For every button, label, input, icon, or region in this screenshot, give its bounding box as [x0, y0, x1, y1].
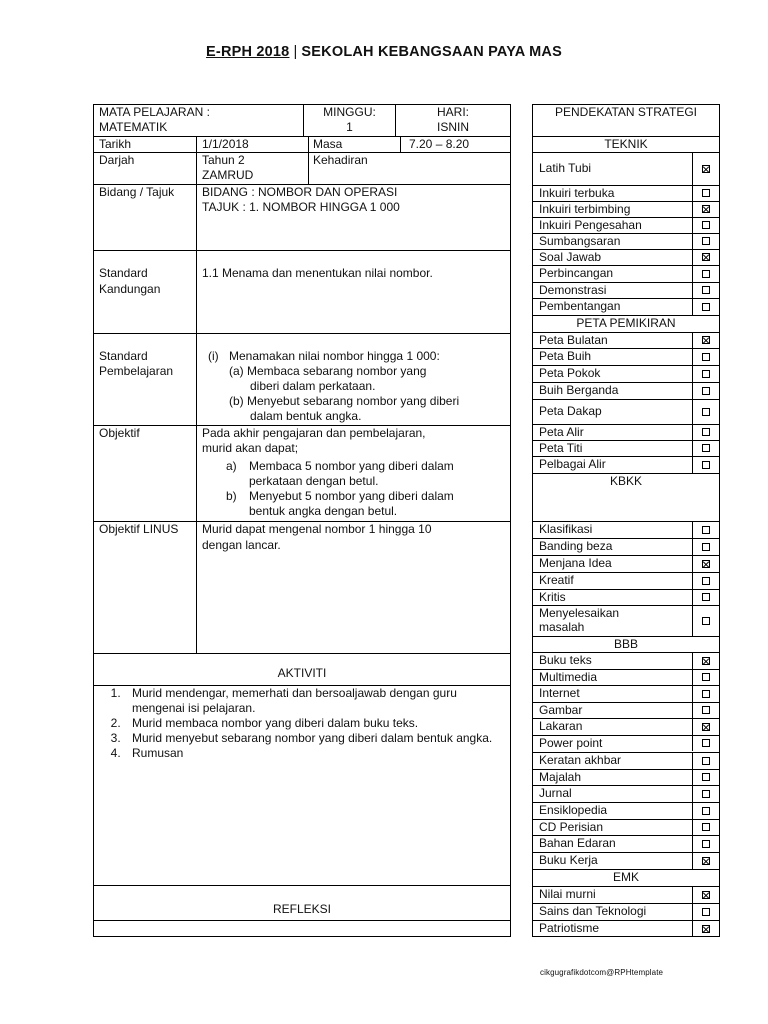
page-title [0, 44, 768, 60]
strategy-heading: PENDEKATAN STRATEGI [554, 105, 698, 119]
learning-standard-label-2: Pembelajaran [99, 364, 174, 378]
option-label: Banding beza [539, 539, 613, 553]
option-label: Lakaran [539, 719, 583, 733]
checkbox[interactable] [702, 857, 710, 865]
objective-intro-2: murid akan dapat; [202, 441, 299, 455]
time-label: Masa [313, 137, 343, 151]
time-value: 7.20 – 8.20 [409, 137, 470, 151]
option-label: Kritis [539, 590, 566, 604]
learning-standard-b-cont: dalam bentuk angka. [250, 409, 362, 423]
option-label: Buku teks [539, 653, 592, 667]
checkbox[interactable] [702, 205, 710, 213]
option-label: Soal Jawab [539, 250, 602, 264]
checkbox[interactable] [702, 270, 710, 278]
school-name: SEKOLAH KEBANGSAAN PAYA MAS [301, 44, 562, 60]
checkbox[interactable] [702, 543, 710, 551]
option-label: Peta Dakap [539, 404, 602, 418]
subject-label: MATA PELAJARAN : [99, 105, 210, 119]
activity-heading: AKTIVITI [277, 666, 327, 680]
objective-a-num: a) [226, 459, 237, 473]
learning-standard-a: (a) Membaca sebarang nombor yang [229, 364, 427, 378]
section-heading: EMK [612, 870, 639, 884]
class-value-name: ZAMRUD [202, 168, 254, 182]
option-label: Inkuiri terbimbing [539, 202, 631, 216]
option-label: CD Perisian [539, 820, 604, 834]
checkbox[interactable] [702, 790, 710, 798]
option-label: Peta Titi [539, 441, 583, 455]
option-label: Klasifikasi [539, 522, 593, 536]
option-label: Buih Berganda [539, 383, 619, 397]
checkbox[interactable] [702, 840, 710, 848]
checkbox[interactable] [702, 757, 710, 765]
checkbox[interactable] [702, 189, 710, 197]
option-label: Latih Tubi [539, 161, 592, 175]
class-value-year: Tahun 2 [202, 153, 245, 167]
option-label: Peta Bulatan [539, 333, 608, 347]
objective-b-cont: bentuk angka dengan betul. [249, 504, 398, 518]
checkbox[interactable] [702, 353, 710, 361]
option-label: Buku Kerja [539, 853, 598, 867]
topic-field: BIDANG : NOMBOR DAN OPERASI [202, 185, 398, 199]
checkbox[interactable] [702, 560, 710, 568]
objective-intro: Pada akhir pengajaran dan pembelajaran, [202, 426, 426, 440]
option-label: masalah [539, 620, 585, 634]
checkbox[interactable] [702, 891, 710, 899]
objective-a: Membaca 5 nombor yang diberi dalam [249, 459, 454, 473]
option-label: Menyelesaikan [539, 606, 620, 620]
option-label: Inkuiri terbuka [539, 186, 615, 200]
checkbox[interactable] [702, 461, 710, 469]
option-label: Keratan akhbar [539, 753, 622, 767]
objective-a-cont: perkataan dengan betul. [249, 474, 379, 488]
option-label: Multimedia [539, 670, 598, 684]
section-heading: PETA PEMIKIRAN [576, 316, 676, 330]
option-label: Perbincangan [539, 266, 614, 280]
option-label: Power point [539, 736, 603, 750]
checkbox[interactable] [702, 577, 710, 585]
activity-item: 2. Murid membaca nombor yang diberi dalam buku teks. [124, 716, 494, 731]
date-value: 1/1/2018 [202, 137, 249, 151]
checkbox[interactable] [702, 739, 710, 747]
checkbox[interactable] [702, 165, 710, 173]
checkbox[interactable] [702, 925, 710, 933]
footer-credit: cikgugrafikdotcom@RPHtemplate [540, 968, 664, 977]
activity-item: 3. Murid menyebut sebarang nombor yang diberi dalam bentuk angka. [124, 731, 494, 746]
activity-list [94, 686, 494, 761]
objective-b: Menyebut 5 nombor yang diberi dalam [249, 489, 454, 503]
checkbox[interactable] [702, 593, 710, 601]
activity-item: 4. Rumusan [124, 746, 494, 761]
date-label: Tarikh [99, 137, 132, 151]
checkbox[interactable] [702, 807, 710, 815]
option-label: Jurnal [539, 786, 572, 800]
checkbox[interactable] [702, 221, 710, 229]
checkbox[interactable] [702, 387, 710, 395]
reflection-heading: REFLEKSI [272, 902, 332, 916]
checkbox[interactable] [702, 370, 710, 378]
checkbox[interactable] [702, 444, 710, 452]
option-label: Menjana Idea [539, 556, 612, 570]
option-label: Pembentangan [539, 299, 621, 313]
checkbox[interactable] [702, 526, 710, 534]
checkbox[interactable] [702, 773, 710, 781]
linus-value: Murid dapat mengenal nombor 1 hingga 10 [202, 522, 432, 536]
section-heading: TEKNIK [604, 137, 648, 151]
learning-standard-label: Standard [99, 349, 148, 363]
subject-value: MATEMATIK [99, 120, 168, 134]
option-label: Internet [539, 686, 580, 700]
checkbox[interactable] [702, 723, 710, 731]
learning-standard-num: (i) [208, 349, 219, 363]
option-label: Majalah [539, 770, 582, 784]
content-standard-value: 1.1 Menama dan menentukan nilai nombor. [202, 266, 433, 280]
option-label: Pelbagai Alir [539, 457, 606, 471]
learning-standard-a-cont: diberi dalam perkataan. [250, 379, 376, 393]
option-label: Bahan Edaran [539, 836, 616, 850]
checkbox[interactable] [702, 408, 710, 416]
checkbox[interactable] [702, 336, 710, 344]
linus-value-2: dengan lancar. [202, 538, 281, 552]
option-label: Ensiklopedia [539, 803, 608, 817]
section-heading: BBB [613, 637, 638, 651]
checkbox[interactable] [702, 823, 710, 831]
content-standard-label: Standard [99, 266, 148, 280]
option-label: Peta Pokok [539, 366, 601, 380]
learning-standard-main: Menamakan nilai nombor hingga 1 000: [229, 349, 440, 363]
day-value: ISNIN [436, 120, 469, 134]
checkbox[interactable] [702, 237, 710, 245]
checkbox[interactable] [702, 303, 710, 311]
checkbox[interactable] [702, 908, 710, 916]
option-label: Sumbangsaran [539, 234, 621, 248]
option-label: Peta Buih [539, 349, 592, 363]
title-separator: | [293, 44, 298, 60]
activity-item: 1. Murid mendengar, memerhati dan bersoaljawab dengan guru mengenai isi pelajaran. [124, 686, 494, 716]
learning-standard-b: (b) Menyebut sebarang nombor yang diberi [229, 394, 460, 408]
option-label: Demonstrasi [539, 283, 607, 297]
option-label: Patriotisme [539, 921, 600, 935]
option-label: Inkuiri Pengesahan [539, 218, 642, 232]
week-label: MINGGU: [323, 105, 376, 119]
topic-title: TAJUK : 1. NOMBOR HINGGA 1 000 [202, 200, 400, 214]
linus-label: Objektif LINUS [99, 522, 179, 536]
checkbox[interactable] [702, 690, 710, 698]
checkbox[interactable] [702, 617, 710, 625]
section-heading: KBKK [609, 474, 642, 488]
checkbox[interactable] [702, 253, 710, 261]
objective-b-num: b) [226, 489, 237, 503]
day-label: HARI: [436, 105, 469, 119]
option-label: Sains dan Teknologi [539, 904, 647, 918]
attendance-label: Kehadiran [313, 153, 368, 167]
checkbox[interactable] [702, 673, 710, 681]
checkbox[interactable] [702, 428, 710, 436]
checkbox[interactable] [702, 286, 710, 294]
week-value: 1 [346, 120, 353, 134]
topic-label: Bidang / Tajuk [99, 185, 175, 199]
option-label: Nilai murni [539, 887, 596, 901]
option-label: Peta Alir [539, 425, 584, 439]
doc-code: E-RPH 2018 [206, 44, 290, 60]
class-label: Darjah [99, 153, 135, 167]
objective-label: Objektif [99, 426, 140, 440]
option-label: Kreatif [539, 573, 574, 587]
option-label: Gambar [539, 703, 583, 717]
checkbox[interactable] [702, 657, 710, 665]
checkbox[interactable] [702, 706, 710, 714]
content-standard-label-2: Kandungan [99, 282, 161, 296]
